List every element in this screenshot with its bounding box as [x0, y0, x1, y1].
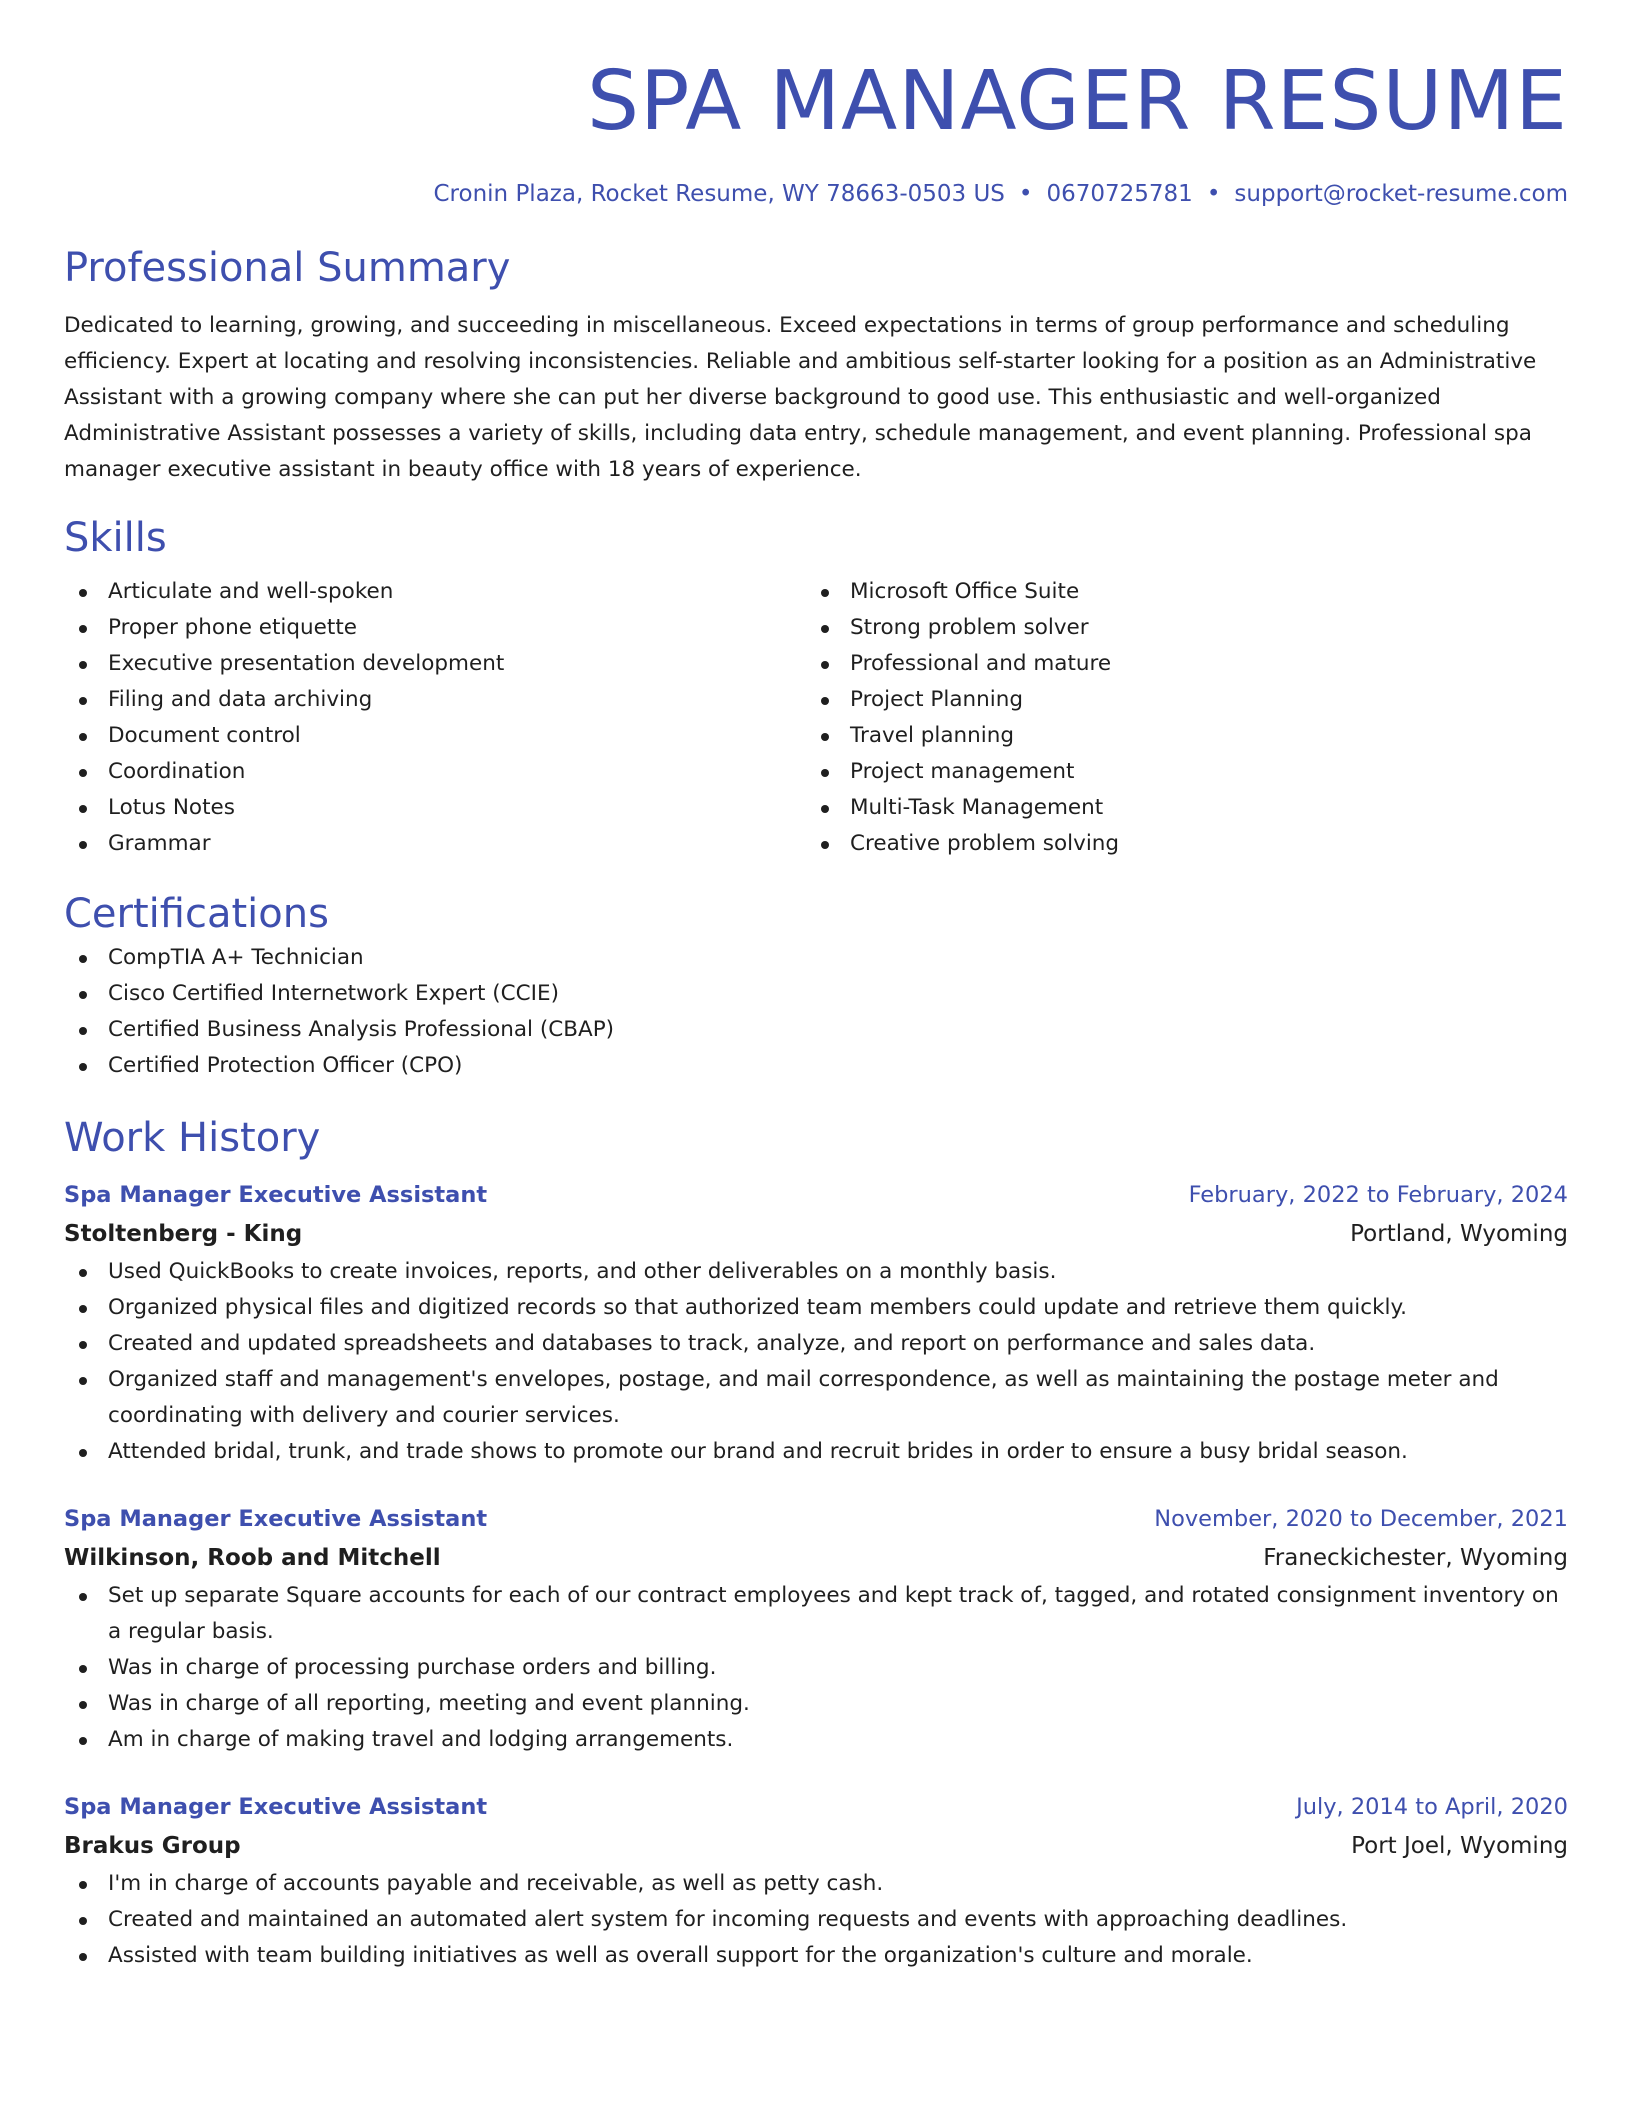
skill-item: Proper phone etiquette — [64, 610, 806, 646]
skill-item: Lotus Notes — [64, 790, 806, 826]
skill-item: Executive presentation development — [64, 646, 806, 682]
job-duty-item: Am in charge of making travel and lodging arrangements. — [64, 1722, 1568, 1758]
job-header — [64, 1500, 1568, 1538]
certification-item: Cisco Certified Internetwork Expert (CCIE) — [64, 976, 1568, 1012]
job-duty-item: Used QuickBooks to create invoices, reports, and other deliverables on a monthly basis. — [64, 1254, 1568, 1290]
job-location: Port Joel, Wyoming — [1351, 1833, 1568, 1859]
skill-item: Filing and data archiving — [64, 682, 806, 718]
job-duty-item: Was in charge of all reporting, meeting and event planning. — [64, 1686, 1568, 1722]
job-dates: February, 2022 to February, 2024 — [1188, 1182, 1568, 1208]
skill-item: Strong problem solver — [806, 610, 1548, 646]
job-company: Wilkinson, Roob and Mitchell — [64, 1545, 441, 1571]
resume-header — [64, 0, 1568, 210]
job-duty-item: Organized staff and management's envelopes, postage, and mail correspondence, as well as maintaining the postage meter and coordinating with delivery and courier services. — [64, 1362, 1568, 1434]
job-header — [64, 1176, 1568, 1214]
summary-section — [64, 242, 1568, 488]
job-role: Spa Manager Executive Assistant — [64, 1794, 488, 1820]
job-duty-item: Organized physical files and digitized records so that authorized team members could update and retrieve them quickly. — [64, 1290, 1568, 1326]
section-title-summary: Professional Summary — [64, 245, 511, 291]
skill-item: Articulate and well-spoken — [64, 574, 806, 610]
certification-item: Certified Protection Officer (CPO) — [64, 1048, 1568, 1084]
job-duties-list — [64, 1578, 1568, 1758]
skill-item: Coordination — [64, 754, 806, 790]
skill-item: Microsoft Office Suite — [806, 574, 1548, 610]
job-subheader — [64, 1538, 1568, 1578]
skills-list-right — [806, 574, 1548, 862]
skill-item: Project Planning — [806, 682, 1548, 718]
skills-column-left — [64, 574, 806, 862]
job-role: Spa Manager Executive Assistant — [64, 1506, 488, 1532]
job-company: Brakus Group — [64, 1833, 241, 1859]
job-duty-item: Assisted with team building initiatives as well as overall support for the organization's culture and morale. — [64, 1938, 1568, 1974]
job-duty-item: I'm in charge of accounts payable and receivable, as well as petty cash. — [64, 1866, 1568, 1902]
contact-separator: • — [1018, 181, 1033, 207]
contact-separator: • — [1206, 181, 1221, 207]
job-duties-list — [64, 1254, 1568, 1470]
job-duty-item: Set up separate Square accounts for each of our contract employees and kept track of, tagged, and rotated consignment inventory on a regular basis. — [64, 1578, 1568, 1650]
job-company: Stoltenberg - King — [64, 1221, 303, 1247]
summary-text: Dedicated to learning, growing, and succeeding in miscellaneous. Exceed expectations in terms of group performance and scheduling efficiency. Expert at locating and resolving inconsistencies. Reliable and ambitious self-starter looking for a position as an Administrative Assistant with a growing company where she can put her diverse background to good use. This enthusiastic and well-organized Administrative Assistant possesses a variety of skills, including data entry, schedule management, and event planning. Professional spa manager executive assistant in beauty office with 18 years of experience. — [64, 313, 1537, 482]
certifications-section — [64, 888, 1568, 1084]
skills-column-right — [806, 574, 1548, 862]
skill-item: Creative problem solving — [806, 826, 1548, 862]
job-duty-item: Created and updated spreadsheets and databases to track, analyze, and report on performance and sales data. — [64, 1326, 1568, 1362]
job-entry — [64, 1788, 1568, 1974]
skill-item: Document control — [64, 718, 806, 754]
skills-section — [64, 512, 1568, 862]
skill-item: Grammar — [64, 826, 806, 862]
skills-list-left — [64, 574, 806, 862]
job-role: Spa Manager Executive Assistant — [64, 1182, 488, 1208]
job-subheader — [64, 1826, 1568, 1866]
resume-page — [64, 0, 1568, 1974]
job-dates: November, 2020 to December, 2021 — [1154, 1506, 1568, 1532]
certification-item: CompTIA A+ Technician — [64, 940, 1568, 976]
certification-item: Certified Business Analysis Professional (CBAP) — [64, 1012, 1568, 1048]
contact-address: Cronin Plaza, Rocket Resume, WY 78663-0503 US — [433, 181, 1005, 207]
skill-item: Project management — [806, 754, 1548, 790]
skills-columns — [64, 574, 1568, 862]
job-duty-item: Created and maintained an automated alert system for incoming requests and events with approaching deadlines. — [64, 1902, 1568, 1938]
skill-item: Professional and mature — [806, 646, 1548, 682]
job-dates: July, 2014 to April, 2020 — [1296, 1794, 1568, 1820]
section-title-work-history: Work History — [64, 1115, 321, 1161]
contact-phone[interactable]: 0670725781 — [1046, 181, 1193, 207]
job-location: Portland, Wyoming — [1350, 1221, 1568, 1247]
job-header — [64, 1788, 1568, 1826]
job-duty-item: Attended bridal, trunk, and trade shows to promote our brand and recruit brides in order to ensure a busy bridal season. — [64, 1434, 1568, 1470]
job-entry — [64, 1500, 1568, 1758]
job-duty-item: Was in charge of processing purchase orders and billing. — [64, 1650, 1568, 1686]
job-duties-list — [64, 1866, 1568, 1974]
certifications-list — [64, 940, 1568, 1084]
contact-email[interactable]: support@rocket-resume.com — [1234, 181, 1568, 207]
job-location: Franeckichester, Wyoming — [1263, 1545, 1568, 1571]
skill-item: Multi-Task Management — [806, 790, 1548, 826]
resume-title: SPA MANAGER RESUME — [586, 54, 1568, 149]
section-title-certifications: Certifications — [64, 891, 329, 937]
skill-item: Travel planning — [806, 718, 1548, 754]
job-entry — [64, 1176, 1568, 1470]
job-subheader — [64, 1214, 1568, 1254]
contact-line — [64, 178, 1568, 210]
section-title-skills: Skills — [64, 515, 167, 561]
work-history-section — [64, 1112, 1568, 1974]
